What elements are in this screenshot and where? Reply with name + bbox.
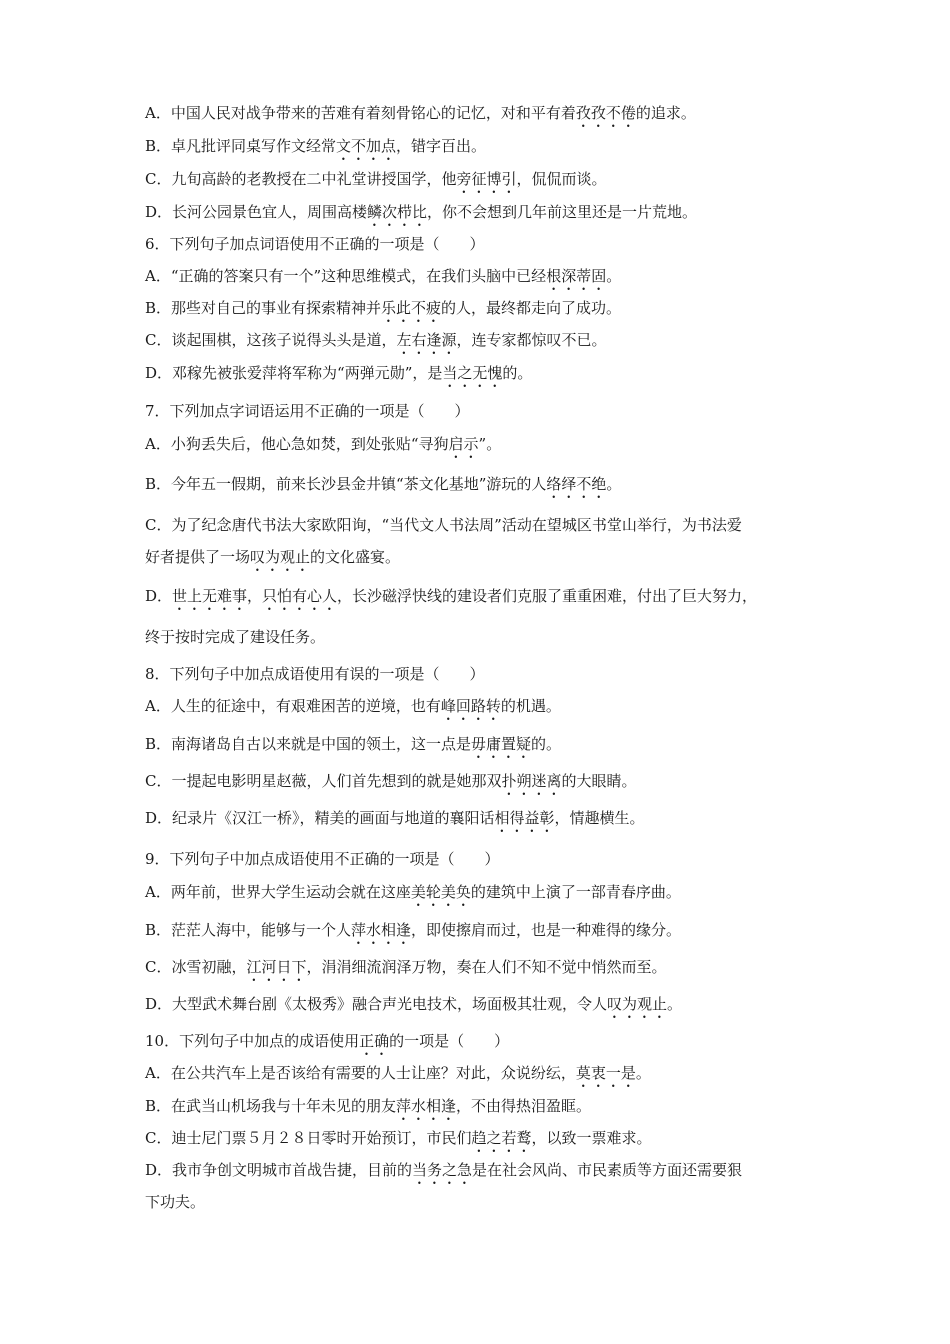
text-segment: D．长河公园景色宜人，周围高楼 (145, 203, 368, 221)
text-line (145, 849, 825, 871)
text-segment: D．邓稼先被张爱萍将军称为“两弹元勋”，是 (145, 364, 443, 382)
text-segment: B．南海诸岛自古以来就是中国的领土，这一点是 (145, 735, 472, 753)
text-line (145, 136, 825, 158)
text-line (145, 1160, 825, 1182)
text-line (145, 664, 825, 686)
text-segment: B．今年五一假期，前来长沙县金井镇“茶文化基地”游玩的人 (145, 475, 547, 493)
text-segment: 。 (606, 267, 622, 285)
text-segment: 终于按时完成了建设任务。 (145, 628, 326, 646)
text-line (145, 1128, 825, 1150)
text-segment: 9．下列句子中加点成语使用不正确的一项是（ ） (145, 850, 500, 868)
emphasized-phrase: 鳞次栉比 (367, 203, 428, 221)
emphasized-phrase: 当务之急 (412, 1161, 473, 1179)
text-line (145, 734, 825, 756)
emphasized-phrase: 萍水相逢 (351, 921, 412, 939)
emphasized-phrase: 趋之若鹜 (471, 1129, 532, 1147)
emphasized-phrase: 江河日下 (246, 958, 307, 976)
text-segment: 的机遇。 (500, 697, 561, 715)
emphasized-phrase: 孜孜不倦 (575, 104, 636, 122)
text-segment: D．大型武术舞台剧《太极秀》融合声光电技术，场面极其壮观，令人 (145, 995, 608, 1013)
text-segment: ，以致一票难求。 (531, 1129, 652, 1147)
text-line (145, 169, 825, 191)
text-segment: C．为了纪念唐代书法大家欧阳询，“当代文人书法周”活动在望城区书堂山举行，为书法爱 (145, 516, 742, 534)
text-segment: D．纪录片《汉江一桥》，精美的画面与地道的襄阳话 (145, 809, 495, 827)
text-line (145, 696, 825, 718)
text-segment: A．两年前，世界大学生运动会就在这座 (145, 883, 411, 901)
text-line (145, 771, 825, 793)
text-segment: A．“正确的答案只有一个”这种思维模式，在我们头脑中已经 (145, 267, 547, 285)
text-segment: 是在社会风尚、市民素质等方面还需要狠 (472, 1161, 743, 1179)
text-line (145, 1063, 825, 1085)
emphasized-phrase: 世上无难事，只怕有心人 (172, 587, 338, 605)
text-line (145, 401, 825, 423)
text-segment: ，你不会想到几年前这里还是一片荒地。 (427, 203, 698, 221)
text-line (145, 515, 825, 537)
text-segment: A．小狗丢失后，他心急如焚，到处张贴“寻狗 (145, 435, 449, 453)
emphasized-phrase: 叹为观止 (250, 548, 311, 566)
text-segment: B．在武当山机场我与十年未见的朋友 (145, 1097, 397, 1115)
text-segment: 的人，最终都走向了成功。 (441, 299, 622, 317)
text-segment: 的文化盛宴。 (310, 548, 401, 566)
text-segment: 下功夫。 (145, 1193, 206, 1211)
emphasized-phrase: 峰回路转 (440, 697, 501, 715)
text-line (145, 1192, 825, 1214)
text-line (145, 298, 825, 320)
text-segment: 的追求。 (635, 104, 696, 122)
text-segment: ”。 (478, 435, 502, 453)
text-line (145, 1096, 825, 1118)
text-segment: C．九旬高龄的老教授在二中礼堂讲授国学，他 (145, 170, 457, 188)
text-line (145, 957, 825, 979)
text-segment: 好者提供了一场 (145, 548, 251, 566)
text-segment: C．一提起电影明星赵薇，人们首先想到的就是她那双 (145, 772, 502, 790)
text-segment: B．卓凡批评同桌写作文经常 (145, 137, 337, 155)
text-segment: 的。 (502, 364, 533, 382)
emphasized-phrase: 乐此不疲 (381, 299, 442, 317)
emphasized-phrase: 根深蒂固 (546, 267, 607, 285)
text-line (145, 363, 825, 385)
text-segment: 。 (667, 995, 683, 1013)
text-segment: C．谈起围棋，这孩子说得头头是道， (145, 331, 397, 349)
text-line (145, 882, 825, 904)
emphasized-phrase: 萍水相逢 (396, 1097, 457, 1115)
text-segment: ，不由得热泪盈眶。 (456, 1097, 592, 1115)
emphasized-phrase: 美轮美奂 (410, 883, 471, 901)
emphasized-phrase: 文不加点 (336, 137, 397, 155)
text-line (145, 234, 825, 256)
text-segment: 8．下列句子中加点成语使用有误的一项是（ ） (145, 665, 485, 683)
emphasized-phrase: 正确 (359, 1032, 390, 1050)
text-segment: B．那些对自己的事业有探索精神并 (145, 299, 382, 317)
emphasized-phrase: 络绎不绝 (546, 475, 607, 493)
text-line (145, 330, 825, 352)
text-segment: 的大眼睛。 (561, 772, 637, 790)
emphasized-phrase: 启示 (448, 435, 479, 453)
text-segment: C．迪士尼门票５月２８日零时开始预订，市民们 (145, 1129, 472, 1147)
text-segment: 的。 (531, 735, 562, 753)
text-segment: 。 (635, 1064, 651, 1082)
text-segment: 的建筑中上演了一部青春序曲。 (470, 883, 681, 901)
emphasized-phrase: 当之无愧 (442, 364, 503, 382)
text-segment: B．茫茫人海中，能够与一个人 (145, 921, 352, 939)
text-segment: D．我市争创文明城市首战告捷，目前的 (145, 1161, 413, 1179)
text-line (145, 920, 825, 942)
text-line (145, 1031, 825, 1053)
text-line (145, 103, 825, 125)
text-segment: 7．下列加点字词语运用不正确的一项是（ ） (145, 402, 470, 420)
text-segment: 的一项是（ ） (389, 1032, 510, 1050)
emphasized-phrase: 莫衷一是 (575, 1064, 636, 1082)
text-segment: 。 (606, 475, 622, 493)
text-line (145, 547, 825, 569)
text-line (145, 627, 825, 649)
text-segment: A．中国人民对战争带来的苦难有着刻骨铭心的记忆，对和平有着 (145, 104, 576, 122)
emphasized-phrase: 扑朔迷离 (501, 772, 562, 790)
text-segment: ，涓涓细流润泽万物，奏在人们不知不觉中悄然而至。 (306, 958, 667, 976)
text-segment: ，连专家都惊叹不已。 (456, 331, 607, 349)
text-segment: ，情趣横生。 (554, 809, 645, 827)
text-segment: ，即使擦肩而过，也是一种难得的缘分。 (411, 921, 682, 939)
text-segment: 6．下列句子加点词语使用不正确的一项是（ ） (145, 235, 485, 253)
text-segment: ，错字百出。 (396, 137, 487, 155)
text-segment: 10．下列句子中加点的成语使用 (145, 1032, 360, 1050)
text-line (145, 202, 825, 224)
text-line (145, 994, 825, 1016)
emphasized-phrase: 左右逢源 (396, 331, 457, 349)
emphasized-phrase: 旁征博引 (456, 170, 517, 188)
text-line (145, 434, 825, 456)
emphasized-phrase: 叹为观止 (607, 995, 668, 1013)
text-segment: A．在公共汽车上是否该给有需要的人士让座？对此，众说纷纭， (145, 1064, 576, 1082)
text-segment: D． (145, 587, 173, 605)
emphasized-phrase: 毋庸置疑 (471, 735, 532, 753)
text-segment: ，长沙磁浮快线的建设者们克服了重重困难，付出了巨大努力， (337, 587, 758, 605)
text-line (145, 586, 825, 608)
text-line (145, 266, 825, 288)
text-line (145, 808, 825, 830)
emphasized-phrase: 相得益彰 (494, 809, 555, 827)
text-segment: C．冰雪初融， (145, 958, 247, 976)
text-segment: ，侃侃而谈。 (516, 170, 607, 188)
text-line (145, 474, 825, 496)
text-segment: A．人生的征途中，有艰难困苦的逆境，也有 (145, 697, 441, 715)
